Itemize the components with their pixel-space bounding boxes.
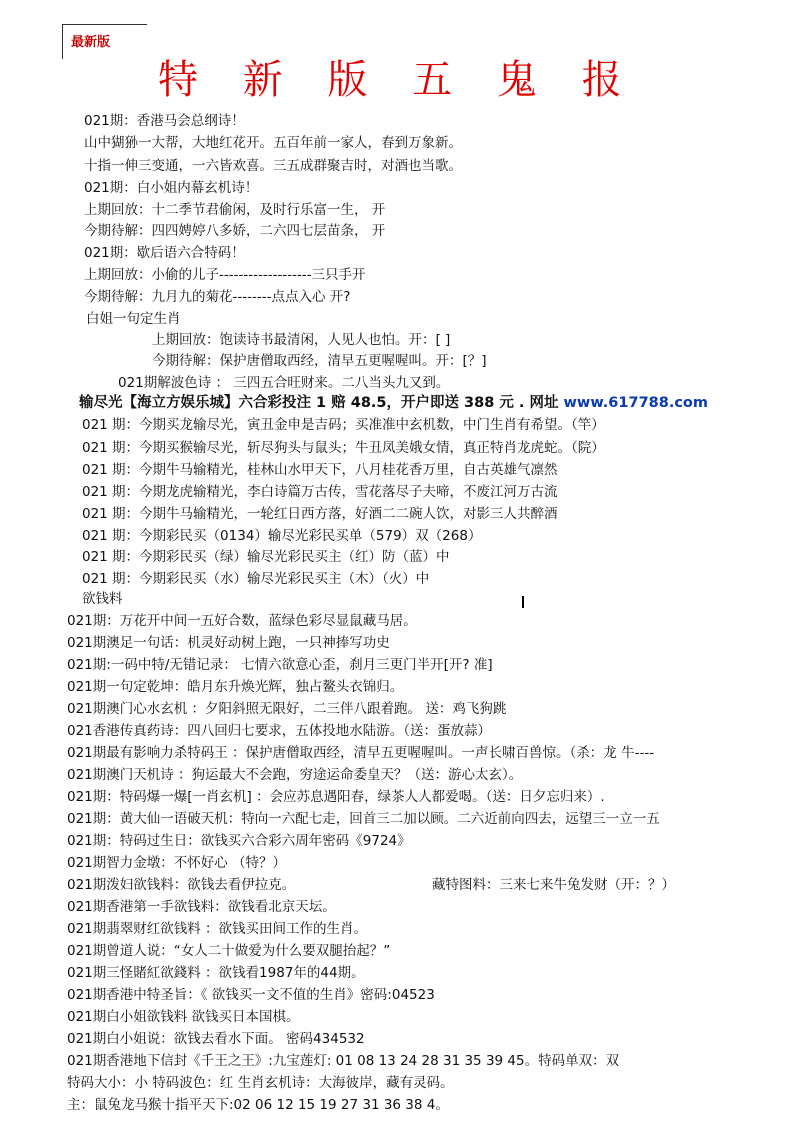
text-line: 今期待解：保护唐僧取西经，清早五更喔喔叫。开：[？] xyxy=(152,353,487,369)
text-line: 021 期：今期买龙输尽光，寅丑金申是吉码；买准准中玄机数，中门生肖有希望。（竿） xyxy=(82,417,605,433)
text-line: 021 期：今期龙虎输精光，李白诗篇万古传，雪花落尽子夫啼，不废江河万古流 xyxy=(82,484,558,500)
text-line: 021期澳门心水玄机 ：夕阳斜照无限好，二三伴八跟着跑。 送：鸡飞狗跳 xyxy=(67,701,507,717)
text-line: 021期香港第一手欲钱料：欲钱看北京天坛。 xyxy=(67,899,336,915)
text-line: 021 期：今期彩民买（水）输尽光彩民买主（木）（火）中 xyxy=(82,571,430,587)
text-line: 十指一伸三变通，一六皆欢喜。三五成群聚吉时，对酒也当歌。 xyxy=(84,158,462,174)
text-line: 021期：特码过生日：欲钱买六合彩六周年密码《9724》 xyxy=(67,833,411,849)
text-line: 021期智力金墩：不怀好心 （特？） xyxy=(67,855,287,871)
ad-text: 输尽光【海立方娱乐城】六合彩投注 1 赔 48.5，开户即送 388 元 . 网址 xyxy=(79,395,564,411)
side-note: 藏特图料：三来七来牛兔发财（开：？） xyxy=(432,877,675,893)
text-line: 021香港传真药诗：四八回归七要求，五体投地水陆游。（送：蛋放蒜） xyxy=(67,723,492,739)
badge-label: 最新版 xyxy=(71,35,111,50)
text-line: 特码大小：小 特码波色：红 生肖玄机诗：大海彼岸，藏有灵码。 xyxy=(67,1075,454,1091)
text-line: 欲钱料 xyxy=(82,591,123,607)
text-line: 021期：歇后语六合特码！ xyxy=(84,245,245,261)
text-line: 021期：香港马会总纲诗！ xyxy=(84,113,245,129)
text-line: 021期白小姐欲钱料 欲钱买日本国棋。 xyxy=(67,1009,300,1025)
text-line: 021期澳足一句话：机灵好动树上跑，一只神捧写功史 xyxy=(67,635,390,651)
text-line: 上期回放：饱读诗书最清闲，人见人也怕。开：[ ] xyxy=(152,332,451,348)
edition-badge xyxy=(62,24,147,59)
text-line: 山中猢狲一大帮，大地红花开。五百年前一家人，春到万象新。 xyxy=(84,135,462,151)
text-line: 021 期：今期彩民买（绿）输尽光彩民买主（红）防（蓝）中 xyxy=(82,549,450,565)
text-line: 白姐一句定生肖 xyxy=(86,311,181,327)
text-line: 021期解波色诗 ： 三四五合旺财来。二八当头九又到。 xyxy=(118,375,450,391)
text-line: 上期回放：小偷的儿子-------------------三只手开 xyxy=(84,267,366,283)
text-line: 021期：特码爆一爆[一肖玄机] ：会应苏息遇阳春，绿茶人人都爱喝。（送：日夕忘归来）. xyxy=(67,789,605,805)
ad-line xyxy=(79,394,708,412)
text-line: 021期：万花开中间一五好合数，蓝绿色彩尽显鼠藏马居。 xyxy=(67,613,417,629)
ad-url[interactable]: www.617788.com xyxy=(563,395,709,411)
text-line: 021 期：今期买猴输尽光，斩尽狗头与鼠头；牛丑凤美娥女情，真正特肖龙虎蛇。（院） xyxy=(82,440,605,456)
text-line: 021期澳门天机诗 ：狗运最大不会跑，穷途运命委皇天？（送：游心太玄）。 xyxy=(67,767,523,783)
text-line: 021 期：今期牛马输精光，一轮红日西方落，好酒二二碗人饮，对影三人共醉酒 xyxy=(82,506,558,522)
text-line: 021期白小姐说：欲钱去看水下面。 密码434532 xyxy=(67,1031,365,1047)
text-line: 今期待解：四四娉婷八多娇，二六四七层苗条， 开 xyxy=(84,223,386,239)
text-line: 上期回放：十二季节君偷闲，及时行乐富一生， 开 xyxy=(84,202,386,218)
text-line: 021期：白小姐内幕玄机诗！ xyxy=(84,180,259,196)
text-line: 021期：黄大仙一语破天机：特向一六配七走，回首三二加以顾。二六近前向四去，远望三一立一五 xyxy=(67,811,660,827)
text-line: 021 期：今期彩民买（0134）输尽光彩民买单（579）双（268） xyxy=(82,528,482,544)
text-line: 021期曾道人说：“女人二十做爱为什么要双腿抬起？” xyxy=(67,943,391,959)
text-line: 021期翡翠财红欲钱料 ：欲钱买田间工作的生肖。 xyxy=(67,921,368,937)
page-title: 特 新 版 五 鬼 报 xyxy=(158,57,638,103)
text-line: 021期最有影响力杀特码王 ：保护唐僧取西经，清早五更喔喔叫。一声长啸百兽惊。（杀：龙 牛---- xyxy=(67,745,655,761)
text-line: 021期一句定乾坤：皓月东升焕光辉，独占鳌头衣锦归。 xyxy=(67,679,404,695)
text-line: 021 期：今期牛马输精光，桂林山水甲天下，八月桂花香万里，自古英雄气凛然 xyxy=(82,462,558,478)
text-line: 021期三怪賭紅欲錢料 ：欲钱看1987年的44期。 xyxy=(67,965,365,981)
text-line: 021期:一码中特/无错记录： 七情六欲意心歪，刹月三更门半开[开? 准] xyxy=(67,657,493,673)
stray-mark xyxy=(522,596,524,608)
text-line: 021期香港中特圣旨：《 欲钱买一文不值的生肖》密码:04523 xyxy=(67,987,435,1003)
text-line: 021期香港地下信封《千王之王》:九宝莲灯: 01 08 13 24 28 31 35 39 45。特码单双：双 xyxy=(67,1053,620,1069)
text-line: 今期待解：九月九的菊花--------点点入心 开? xyxy=(84,289,351,305)
text-line: 021期泼妇欲钱料：欲钱去看伊拉克。 xyxy=(67,877,296,893)
text-line: 主：鼠兔龙马猴十指平天下:02 06 12 15 19 27 31 36 38 4。 xyxy=(67,1097,449,1113)
